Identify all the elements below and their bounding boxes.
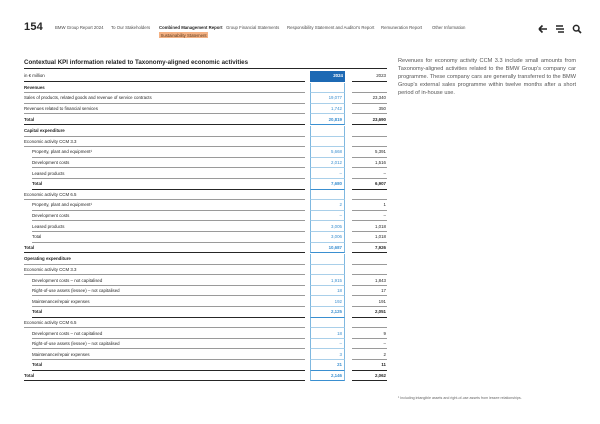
value-2024: 5,668	[310, 147, 345, 158]
value-2023: 23,340	[352, 93, 387, 104]
value-2024: 10,687	[310, 243, 345, 254]
table-row	[24, 211, 387, 222]
value-2024	[310, 126, 345, 137]
row-label: Total	[24, 371, 305, 382]
value-2023: 17	[352, 286, 387, 297]
value-2024	[310, 137, 345, 148]
search-icon[interactable]	[572, 21, 582, 31]
table-row	[24, 179, 387, 190]
row-label: Revenues	[24, 83, 305, 94]
nav-responsibility-statement[interactable]: Responsibility Statement and Auditor's Report	[287, 25, 375, 30]
value-2024: 20,819	[310, 114, 345, 125]
table-row	[24, 168, 387, 179]
value-2023: 191	[352, 296, 387, 307]
table-title: Contextual KPI information related to Taxonomy-aligned economic activities	[24, 59, 387, 69]
table-row	[24, 286, 387, 297]
table-row	[24, 296, 387, 307]
value-2023: 9	[352, 328, 387, 339]
row-label: Total	[32, 232, 305, 243]
nav-group-financial-statements[interactable]: Group Financial Statements	[226, 25, 280, 30]
value-2024: –	[310, 211, 345, 222]
value-2023: –	[352, 211, 387, 222]
nav-combined-management-report[interactable]: Combined Management Report	[159, 25, 223, 30]
row-label: Development costs – not capitalised	[32, 328, 305, 339]
value-2024: –	[310, 339, 345, 350]
value-2023: –	[352, 339, 387, 350]
table-header-row	[24, 71, 387, 82]
table-row	[24, 243, 387, 254]
row-label: Total	[24, 243, 305, 254]
kpi-table	[24, 71, 387, 381]
table-row	[24, 371, 387, 382]
row-label: Total	[32, 360, 305, 371]
value-2023: 7,926	[352, 243, 387, 254]
table-row	[24, 114, 387, 125]
value-2024: 2,146	[310, 371, 345, 382]
table-row	[24, 93, 387, 104]
value-2024: 2,125	[310, 307, 345, 318]
value-2023: 1,843	[352, 275, 387, 286]
table-row	[24, 349, 387, 360]
table-row	[24, 104, 387, 115]
row-label: Maintenance/repair expenses	[32, 296, 305, 307]
value-2023: 1,516	[352, 158, 387, 169]
value-2024	[310, 83, 345, 94]
row-label: Revenues related to financial services	[24, 104, 305, 115]
row-label: Development costs	[32, 211, 305, 222]
row-label: Economic activity CCM 3.3	[24, 137, 305, 148]
value-2023: 350	[352, 104, 387, 115]
value-2023: 5,391	[352, 147, 387, 158]
value-2023: –	[352, 168, 387, 179]
value-2023	[352, 190, 387, 201]
table-row	[24, 221, 387, 232]
value-2024: 3,006	[310, 232, 345, 243]
value-2024: 2,012	[310, 158, 345, 169]
value-2023: 6,907	[352, 179, 387, 190]
table-row	[24, 190, 387, 201]
value-2023	[352, 83, 387, 94]
row-label: Capital expenditure	[24, 126, 305, 137]
row-label: Total	[32, 307, 305, 318]
table-row	[24, 254, 387, 265]
row-label: Leased products	[32, 221, 305, 232]
row-label: Sales of products, related goods and revenue of service contracts	[24, 93, 305, 104]
table-row	[24, 265, 387, 276]
value-2023: 2,051	[352, 307, 387, 318]
table-row	[24, 158, 387, 169]
row-label: Economic activity CCM 3.3	[24, 265, 305, 276]
header-icons	[538, 21, 582, 31]
value-2024: 18	[310, 328, 345, 339]
row-label: Economic activity CCM 6.5	[24, 318, 305, 329]
back-arrow-icon[interactable]	[538, 21, 548, 31]
value-2023: 11	[352, 360, 387, 371]
table-row	[24, 339, 387, 350]
value-2023	[352, 318, 387, 329]
table-row	[24, 275, 387, 286]
table-row	[24, 126, 387, 137]
row-label: Development costs – not capitalised	[32, 275, 305, 286]
value-2023: 23,690	[352, 114, 387, 125]
value-2023	[352, 265, 387, 276]
menu-icon[interactable]	[555, 21, 565, 31]
nav-to-our-stakeholders[interactable]: To Our Stakeholders	[111, 25, 151, 30]
value-2024: –	[310, 168, 345, 179]
table-row	[24, 200, 387, 211]
value-2024	[310, 318, 345, 329]
value-2023: 2,062	[352, 371, 387, 382]
row-label: Maintenance/repair expenses	[32, 349, 305, 360]
value-2024	[310, 265, 345, 276]
value-2023: 2	[352, 349, 387, 360]
table-row	[24, 318, 387, 329]
nav-remuneration-report[interactable]: Remuneration Report	[381, 25, 423, 30]
value-2024	[310, 190, 345, 201]
value-2024: 3,005	[310, 221, 345, 232]
row-label: Total	[32, 179, 305, 190]
row-label: Right-of-use assets (lessee) – not capitalised	[32, 286, 305, 297]
row-label: Economic activity CCM 6.5	[24, 190, 305, 201]
explanatory-text: Revenues for economy activity CCM 3.3 include small amounts from Taxonomy-aligned activities related to the BMW Group's company car programme. These company cars are generally transferred to the BMW Group's external sales programme within twelve months after a short period of in-house use.	[398, 58, 576, 97]
nav-other-information[interactable]: Other Information	[432, 25, 466, 30]
nav-sustainability-statement[interactable]: Sustainability Statement	[160, 32, 207, 38]
row-label: Leased products	[32, 168, 305, 179]
value-2023: 1,018	[352, 221, 387, 232]
table-row	[24, 360, 387, 371]
row-label: Property, plant and equipment¹	[32, 200, 305, 211]
column-header-2023: 2023	[352, 71, 387, 82]
row-label: Property, plant and equipment¹	[32, 147, 305, 158]
value-2024: 3	[310, 349, 345, 360]
value-2023	[352, 254, 387, 265]
table-row	[24, 147, 387, 158]
column-header-2024: 2024	[310, 71, 345, 82]
row-label: Right-of-use assets (lessee) – not capitalised	[32, 339, 305, 350]
table-row	[24, 328, 387, 339]
value-2024: 19,077	[310, 93, 345, 104]
value-2024: 1,915	[310, 275, 345, 286]
table-row	[24, 232, 387, 243]
value-2024: 18	[310, 286, 345, 297]
value-2024	[310, 254, 345, 265]
value-2024: 2	[310, 200, 345, 211]
value-2024: 21	[310, 360, 345, 371]
value-2023: 1,018	[352, 232, 387, 243]
table-row	[24, 83, 387, 94]
row-label: Operating expenditure	[24, 254, 305, 265]
value-2023: 1	[352, 200, 387, 211]
nav-bmw-group-report[interactable]: BMW Group Report 2024	[55, 25, 104, 30]
table-row	[24, 307, 387, 318]
page-number: 154	[24, 21, 43, 33]
value-2024: 7,680	[310, 179, 345, 190]
table-row	[24, 137, 387, 148]
value-2023	[352, 126, 387, 137]
row-label: Total	[24, 114, 305, 125]
value-2023	[352, 137, 387, 148]
value-2024: 192	[310, 296, 345, 307]
unit-label: in € million	[24, 71, 305, 82]
value-2024: 1,742	[310, 104, 345, 115]
row-label: Development costs	[32, 158, 305, 169]
footnote: ¹ Including intangible assets and right-of-use assets from lessee relationships.	[398, 396, 522, 400]
